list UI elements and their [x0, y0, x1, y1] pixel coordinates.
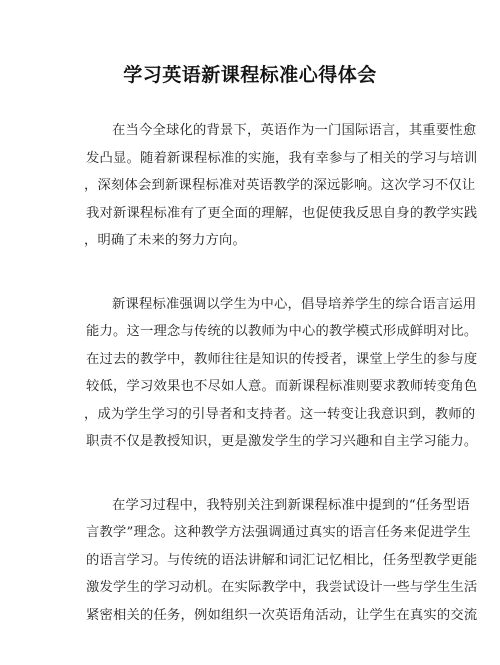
paragraph-line: ，深刻体会到新课程标准对英语教学的深远影响。这次学习不仅让 — [84, 178, 476, 193]
paragraph-line: 的语言学习。与传统的语法讲解和词汇记忆相比，任务型教学更能 — [86, 552, 478, 568]
paragraph-line: ，成为学生学习的引导者和支持者。这一转变让我意识到，教师的 — [84, 406, 476, 422]
document-title: 学习英语新课程标准心得体会 — [123, 64, 377, 86]
paragraph-line: 言教学”理念。这种教学方法强调通过真实的语言任务来促进学生 — [86, 525, 471, 540]
paragraph-line: 较低，学习效果也不尽如人意。而新课程标准则要求教师转变角色 — [86, 379, 478, 394]
paragraph-3 — [86, 492, 478, 630]
paragraph-line: 新课程标准强调以学生为中心，倡导培养学生的综合语言运用 — [112, 296, 477, 312]
document-body — [84, 117, 478, 665]
paragraph-2 — [84, 291, 478, 456]
paragraph-line: 发凸显。随着新课程标准的实施，我有幸参与了相关的学习与培训 — [86, 150, 478, 166]
paragraph-line: 职责不仅是教授知识，更是激发学生的学习兴趣和自主学习能力。 — [86, 434, 478, 449]
paragraph-1 — [84, 117, 478, 255]
paragraph-line: 在学习过程中，我特别关注到新课程标准中提到的“任务型语 — [112, 497, 470, 513]
paragraph-line: 在过去的教学中，教师往往是知识的传授者，课堂上学生的参与度 — [86, 351, 478, 367]
paragraph-line: 紧密相关的任务，例如组织一次英语角活动，让学生在真实的交流 — [86, 607, 478, 623]
paragraph-line: 能力。这一理念与传统的以教师为中心的教学模式形成鲜明对比。 — [86, 324, 478, 339]
paragraph-line: ，明确了未来的努力方向。 — [84, 233, 246, 248]
paragraph-line: 在当今全球化的背景下，英语作为一门国际语言，其重要性愈 — [112, 123, 477, 138]
paragraph-line: 我对新课程标准有了更全面的理解，也促使我反思自身的教学实践 — [86, 205, 478, 221]
paragraph-line: 激发学生的学习动机。在实际教学中，我尝试设计一些与学生生活 — [86, 580, 478, 595]
